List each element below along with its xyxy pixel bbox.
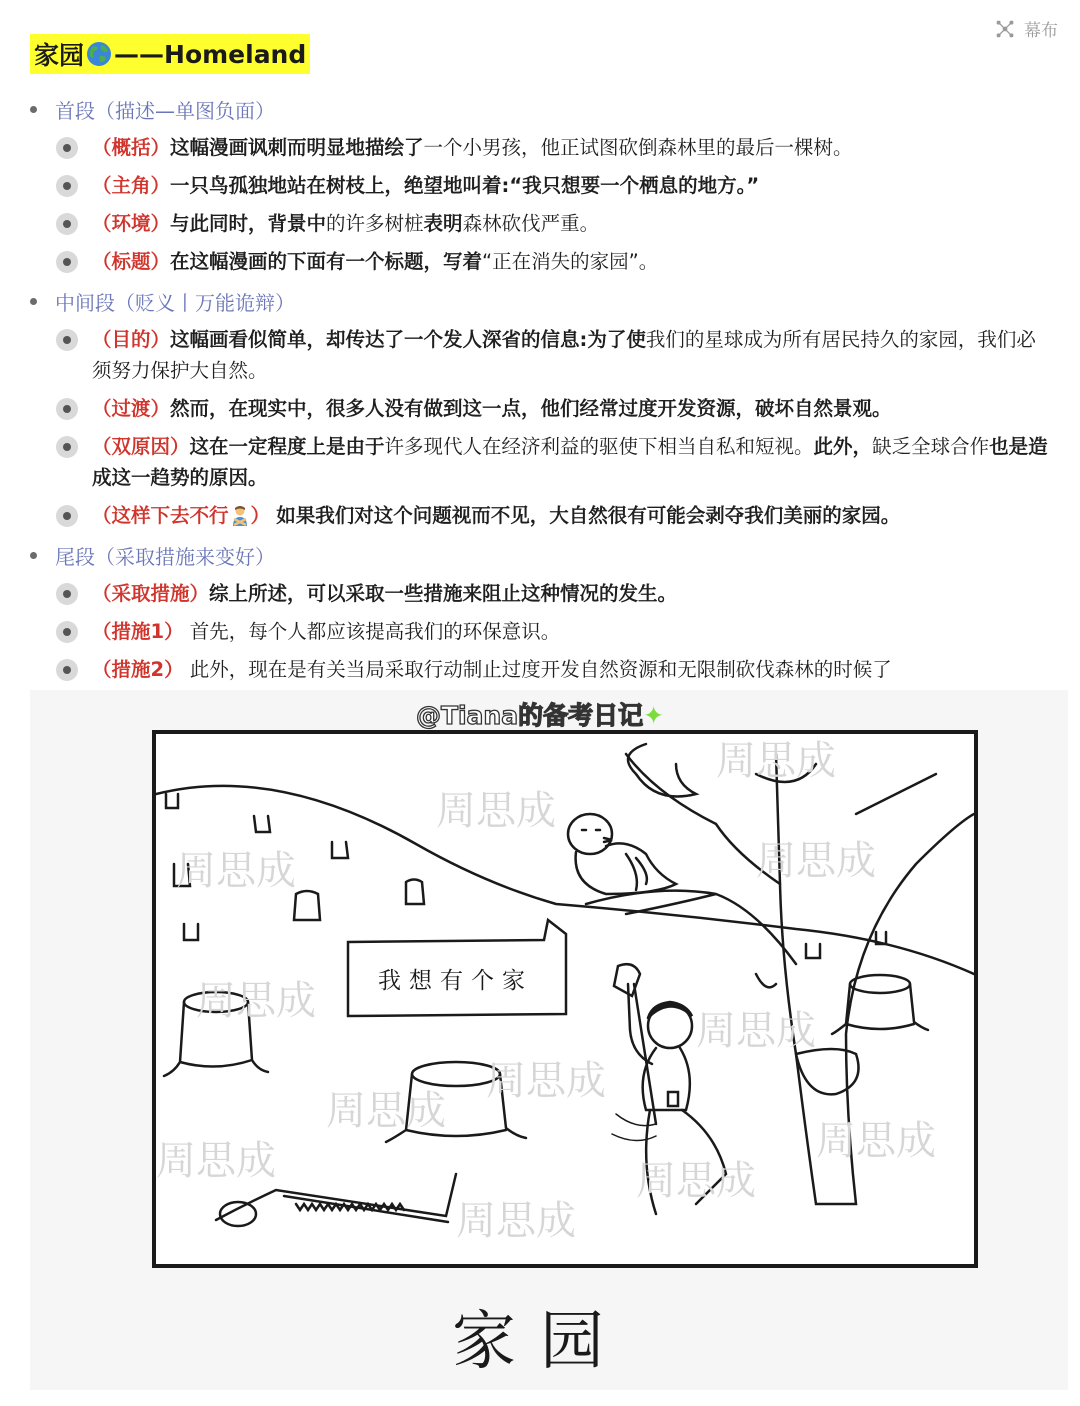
boy-pocket xyxy=(668,1092,678,1106)
bird-wing xyxy=(626,854,647,890)
comic-watermark-text: 周思成 xyxy=(156,1138,276,1184)
bird-face xyxy=(582,830,612,842)
page-title: 家园 ——Homeland xyxy=(30,34,310,74)
stump xyxy=(806,944,820,958)
section-bullet-icon[interactable] xyxy=(30,298,37,305)
list-item: （过渡）然而，在现实中，很多人没有做到这一点，他们经常过度开发资源，破坏自然景观。 xyxy=(28,389,1058,427)
section xyxy=(28,536,1058,688)
comic-watermark-text: 周思成 xyxy=(326,1088,446,1134)
section xyxy=(28,90,1058,280)
list-item: （环境）与此同时，背景中的许多树桩表明森林砍伐严重。 xyxy=(28,204,1058,242)
person-gesturing-no-icon xyxy=(229,504,251,526)
comic-watermark-text: 周思成 xyxy=(436,788,556,834)
section-heading[interactable]: 中间段（贬义丨万能诡辩） xyxy=(28,282,1058,320)
list-item: （措施1） 首先，每个人都应该提高我们的环保意识。 xyxy=(28,612,1058,650)
comic-watermark-text: 周思成 xyxy=(636,1158,756,1204)
bullet-icon[interactable] xyxy=(56,659,78,681)
bullet-icon[interactable] xyxy=(56,329,78,351)
comic-watermark-text: 周思成 xyxy=(816,1118,936,1164)
stump xyxy=(406,880,424,905)
comic-watermark-text: 周思成 xyxy=(176,848,296,894)
comic-watermark-text: 周思成 xyxy=(716,738,836,784)
stump xyxy=(294,891,320,920)
stump xyxy=(332,842,348,858)
bullet-icon[interactable] xyxy=(56,583,78,605)
list-item: （双原因）这在一定程度上是由于许多现代人在经济利益的驱使下相当自私和短视。此外，缺乏全球合作也是造成这一趋势的原因。 xyxy=(28,427,1058,496)
bullet-icon[interactable] xyxy=(56,436,78,458)
section xyxy=(28,282,1058,534)
stump xyxy=(166,794,178,808)
speech-text: 我想有个家 xyxy=(378,968,533,994)
section-bullet-icon[interactable] xyxy=(30,552,37,559)
author-watermark: @Tiana的备考日记✦ xyxy=(415,701,665,730)
section-bullet-icon[interactable] xyxy=(30,106,37,113)
bullet-icon[interactable] xyxy=(56,621,78,643)
comic-watermark-text: 周思成 xyxy=(196,978,316,1024)
stump xyxy=(184,924,198,940)
sparkle-icon: ✦ xyxy=(643,701,665,730)
comic-watermark-text: 周思成 xyxy=(486,1058,606,1104)
bullet-icon[interactable] xyxy=(56,175,78,197)
stump xyxy=(850,975,910,993)
list-item: （标题）在这幅漫画的下面有一个标题，写着“正在消失的家园”。 xyxy=(28,242,1058,280)
list-item: （主角）一只鸟孤独地站在树枝上，绝望地叫着:“我只想要一个栖息的地方。” xyxy=(28,166,1058,204)
comic-watermark-text: 周思成 xyxy=(756,838,876,884)
section-heading[interactable]: 尾段（采取措施来变好） xyxy=(28,536,1058,574)
list-item: （目的）这幅画看似简单，却传达了一个发人深省的信息:为了使我们的星球成为所有居民持久的家园，我们必须努力保护大自然。 xyxy=(28,320,1058,389)
comic-illustration xyxy=(152,730,978,1268)
bullet-icon[interactable] xyxy=(56,505,78,527)
list-item: （措施2） 此外，现在是有关当局采取行动制止过度开发自然资源和无限制砍伐森林的时候了 xyxy=(28,650,1058,688)
bullet-icon[interactable] xyxy=(56,398,78,420)
list-item: （采取措施）综上所述，可以采取一些措施来阻止这种情况的发生。 xyxy=(28,574,1058,612)
brand-logo xyxy=(994,16,1058,41)
outline-list xyxy=(28,90,1058,690)
mindmap-icon xyxy=(994,18,1016,40)
tree-cut xyxy=(796,1049,859,1094)
list-item: （这样下去不行 ） 如果我们对这个问题视而不见，大自然很有可能会剥夺我们美丽的家园。 xyxy=(28,496,1058,534)
stump xyxy=(254,816,270,832)
comic-drawing xyxy=(156,734,974,1264)
comic-watermark-text: 周思成 xyxy=(456,1198,576,1244)
bullet-icon[interactable] xyxy=(56,251,78,273)
comic-caption: 家园 xyxy=(452,1305,628,1379)
brand-name: 幕布 xyxy=(1024,21,1058,41)
boy-hair xyxy=(648,1002,692,1018)
list-item: （概括）这幅漫画讽刺而明显地描绘了一个小男孩，他正试图砍倒森林里的最后一棵树。 xyxy=(28,128,1058,166)
bullet-icon[interactable] xyxy=(56,213,78,235)
bird-head xyxy=(568,814,612,854)
comic-watermarks xyxy=(156,738,936,1244)
comic-watermark-text: 周思成 xyxy=(696,1008,816,1054)
section-heading[interactable]: 首段（描述—单图负面） xyxy=(28,90,1058,128)
globe-icon xyxy=(86,41,112,67)
bird-body xyxy=(576,843,676,894)
bullet-icon[interactable] xyxy=(56,137,78,159)
